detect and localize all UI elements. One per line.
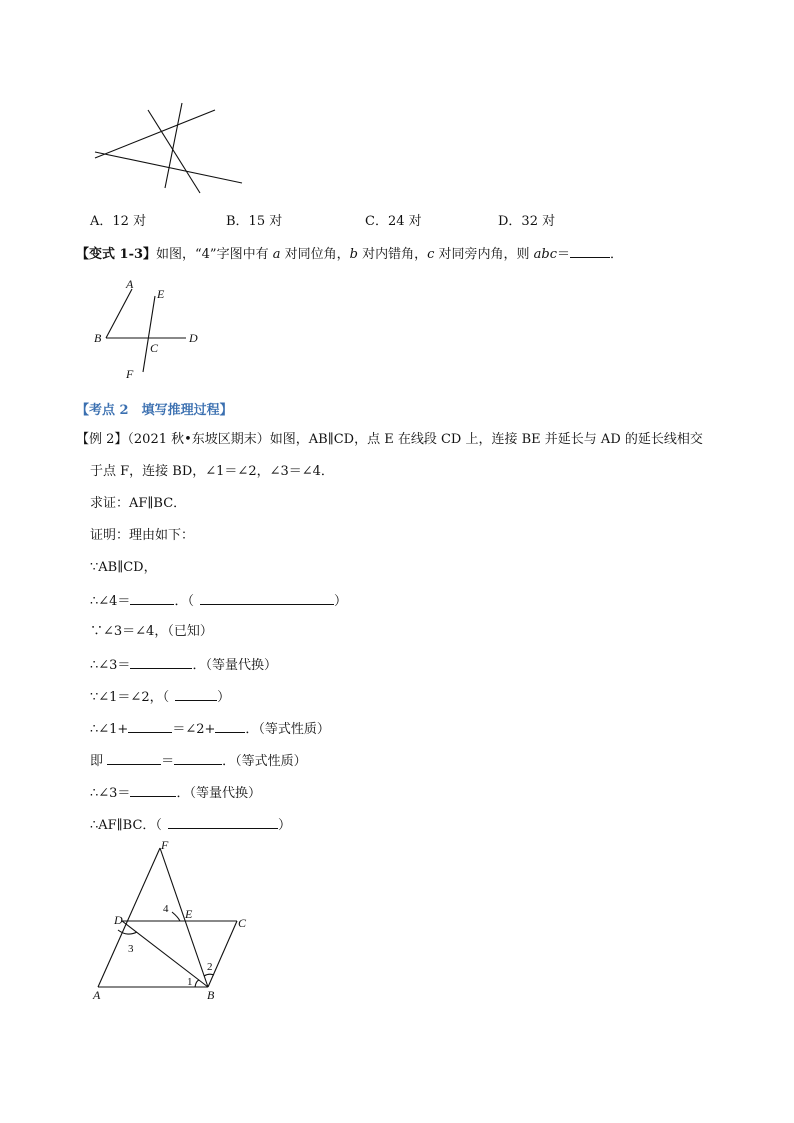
step5-text-a: ∵∠1＝∠2，（ [90,690,170,705]
label-C: C [150,341,159,355]
step4-text-a: ∴∠3＝ [90,658,131,673]
step5-text-b: ） [217,690,231,705]
variant-text: 如图，“4”字图中有 [156,247,273,262]
step2-text-c: ） [333,594,347,609]
var-a: a [272,247,281,262]
angle-1-arc [195,980,199,987]
angle-label-2: 2 [207,961,213,973]
label-A: A [126,277,134,291]
var-c: c [427,247,435,262]
variant-eq: ＝ [557,247,571,262]
proof-step-1: ∵AB∥CD， [90,560,157,575]
var-abc: abc [533,247,557,262]
variant-text-c: 对同旁内角，则 [434,247,534,262]
label-E: E [185,907,193,921]
step4-text-b: ．（等量代换） [192,658,277,673]
example-line-2: 于点 F，连接 BD，∠1＝∠2，∠3＝∠4． [90,464,334,479]
proof-step-3: ∵∠3＝∠4，（已知） [90,624,213,639]
step6-text-c: ．（等式性质） [245,722,330,737]
section-title: 【考点 2 填写推理过程】 [76,403,233,418]
step2-text-b: ．（ [174,594,194,609]
angle-label-4: 4 [163,903,169,915]
label-B: B [207,988,215,1002]
label-B: B [94,331,102,345]
var-b: b [349,247,358,262]
step7-text-b: ＝ [161,754,175,769]
choice-a: A．12 对 [90,214,147,229]
variant-end: ． [610,247,624,262]
step7-text-a: 即 [90,754,108,769]
step8-text-b: ．（等量代换） [176,786,261,801]
step7-text-c: ．（等式性质） [222,754,307,769]
label-D: D [189,331,198,345]
line-fb [160,848,208,987]
step6-text-b: ＝∠2+ [172,722,216,737]
variant-text-a: 对同位角， [280,247,350,262]
label-F: F [126,367,134,381]
step6-text-a: ∴∠1+ [90,722,129,737]
choice-b: B．15 对 [226,214,283,229]
step8-text-a: ∴∠3＝ [90,786,131,801]
label-E: E [157,287,165,301]
variant-text-b: 对内错角， [357,247,428,262]
step9-text-b: ） [277,818,291,833]
example-prove: 求证：AF∥BC． [90,496,187,511]
line-af [98,848,160,987]
angle-4-arc [172,912,180,921]
label-A: A [93,988,101,1002]
variant-tag: 【变式 1-3】 [76,247,157,262]
segment-bc [208,921,237,987]
angle-label-1: 1 [187,976,193,988]
proof-intro: 证明：理由如下： [90,528,195,543]
label-D: D [114,913,123,927]
step9-text-a: ∴AF∥BC．（ [90,818,162,833]
angle-label-3: 3 [128,943,134,955]
segment-db [122,921,208,987]
choice-d: D．32 对 [498,214,556,229]
example-line-1: 【例 2】（2021 秋•东坡区期末）如图，AB∥CD，点 E 在线段 CD 上，连接 BE 并延长与 AD 的延长线相交 [76,432,703,447]
choice-c: C．24 对 [365,214,422,229]
label-F: F [161,838,169,852]
label-C: C [238,916,247,930]
step2-text-a: ∴∠4＝ [90,594,131,609]
